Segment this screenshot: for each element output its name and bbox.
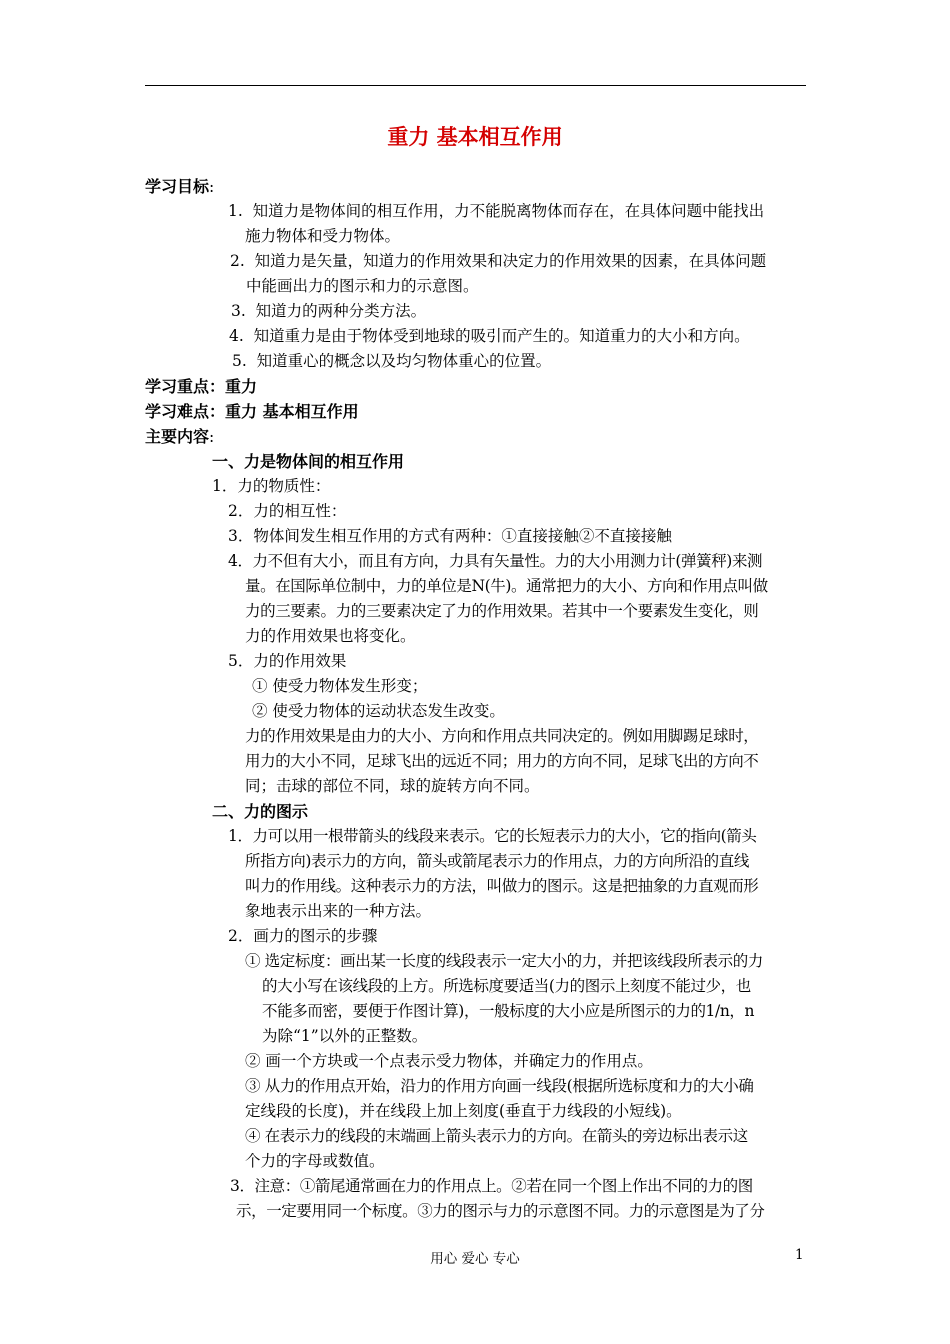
step-2: ② 画一个方块或一个点表示受力物体，并确定力的作用点。 bbox=[245, 1052, 653, 1070]
goals-heading-line bbox=[145, 174, 214, 200]
section-2-heading: 二、力的图示 bbox=[212, 802, 309, 821]
goal-1-cont: 施力物体和受力物体。 bbox=[245, 227, 401, 245]
section-2-item-1-line-3: 叫力的作用线。这种表示力的方法，叫做力的图示。这是把抽象的力直观而形 bbox=[245, 877, 759, 895]
goal-3 bbox=[231, 299, 426, 324]
content-heading: 主要内容 bbox=[145, 427, 210, 446]
goal-number: 3. bbox=[231, 302, 246, 320]
goals-colon: : bbox=[209, 178, 215, 196]
goal-text: 知道重心的概念以及均匀物体重心的位置。 bbox=[256, 352, 552, 370]
section-1-heading: 一、力是物体间的相互作用 bbox=[212, 452, 405, 471]
section-1-item-4-line-3: 力的三要素。力的三要素决定了力的作用效果。若其中一个要素发生变化，则 bbox=[245, 602, 759, 620]
page-title: 重力 基本相互作用 bbox=[387, 125, 563, 149]
section-1-item-4-line-4: 力的作用效果也将变化。 bbox=[245, 627, 416, 645]
step-1-line-3: 不能多而密，要便于作图计算)，一般标度的大小应是所图示的力的1/n，n bbox=[262, 1002, 755, 1020]
section-2-item-3-line-2: 示，一定要用同一个标度。③力的图示与力的示意图不同。力的示意图是为了分 bbox=[236, 1202, 765, 1220]
section-1-para-line-3: 同；击球的部位不同，球的旋转方向不同。 bbox=[245, 777, 540, 795]
goal-number: 4. bbox=[229, 327, 244, 345]
page-number: 1 bbox=[795, 1247, 804, 1263]
step-1-line-4: 为除“1”以外的正整数。 bbox=[262, 1027, 428, 1045]
goal-text: 知道力是物体间的相互作用，力不能脱离物体而存在，在具体问题中能找出 bbox=[252, 202, 765, 220]
goals-heading: 学习目标 bbox=[145, 177, 210, 196]
goal-5 bbox=[232, 349, 551, 374]
effect-1: ① 使受力物体发生形变； bbox=[252, 677, 428, 695]
difficulty: 学习难点：重力 基本相互作用 bbox=[145, 402, 359, 421]
section-1-item-5: 5．力的作用效果 bbox=[228, 652, 347, 670]
goal-text: 知道重力是由于物体受到地球的吸引而产生的。知道重力的大小和方向。 bbox=[253, 327, 750, 345]
goal-number: 5. bbox=[232, 352, 247, 370]
step-4-line-2: 个力的字母或数值。 bbox=[245, 1152, 385, 1170]
step-1-line-2: 的大小写在该线段的上方。所选标度要适当(力的图示上刻度不能过少，也 bbox=[262, 977, 751, 995]
footer-text: 用心 爱心 专心 bbox=[430, 1251, 520, 1267]
goal-number: 2. bbox=[230, 252, 245, 270]
step-3-line-1: ③ 从力的作用点开始，沿力的作用方向画一线段(根据所选标度和力的大小确 bbox=[245, 1077, 754, 1095]
key-point: 学习重点：重力 bbox=[145, 377, 258, 396]
content-heading-line bbox=[145, 424, 214, 450]
section-1-item-4-line-1: 4．力不但有大小，而且有方向，力具有矢量性。力的大小用测力计(弹簧秤)来测 bbox=[228, 552, 763, 570]
section-1-item-3: 3．物体间发生相互作用的方式有两种：①直接接触②不直接接触 bbox=[228, 527, 672, 545]
goal-text: 知道力的两种分类方法。 bbox=[255, 302, 427, 320]
section-1-para-line-1: 力的作用效果是由力的大小、方向和作用点共同决定的。例如用脚踢足球时， bbox=[245, 727, 759, 745]
goal-2-cont: 中能画出力的图示和力的示意图。 bbox=[246, 277, 479, 295]
section-1-para-line-2: 用力的大小不同，足球飞出的远近不同；用力的方向不同，足球飞出的方向不 bbox=[245, 752, 759, 770]
goal-text: 知道力是矢量，知道力的作用效果和决定力的作用效果的因素，在具体问题 bbox=[254, 252, 767, 270]
effect-2: ② 使受力物体的运动状态发生改变。 bbox=[252, 702, 505, 720]
step-4-line-1: ④ 在表示力的线段的末端画上箭头表示力的方向。在箭头的旁边标出表示这 bbox=[245, 1127, 748, 1145]
section-2-item-2: 2．画力的图示的步骤 bbox=[228, 927, 378, 945]
content-colon: : bbox=[209, 428, 215, 446]
section-1-item-4-line-2: 量。在国际单位制中，力的单位是N(牛)。通常把力的大小、方向和作用点叫做 bbox=[245, 577, 768, 595]
section-2-item-1-line-4: 象地表示出来的一种方法。 bbox=[245, 902, 432, 920]
section-2-item-1-line-2: 所指方向)表示力的方向，箭头或箭尾表示力的作用点，力的方向所沿的直线 bbox=[245, 852, 749, 870]
goal-4 bbox=[229, 324, 750, 349]
header-rule bbox=[145, 85, 806, 86]
section-1-item-1: 1．力的物质性： bbox=[212, 477, 331, 495]
goal-number: 1. bbox=[228, 202, 243, 220]
step-1-line-1: ① 选定标度：画出某一长度的线段表示一定大小的力，并把该线段所表示的力 bbox=[245, 952, 763, 970]
section-2-item-1-line-1: 1．力可以用一根带箭头的线段来表示。它的长短表示力的大小，它的指向(箭头 bbox=[228, 827, 757, 845]
section-1-item-2: 2．力的相互性： bbox=[228, 502, 347, 520]
step-3-line-2: 定线段的长度)，并在线段上加上刻度(垂直于力线段的小短线)。 bbox=[245, 1102, 682, 1120]
goal-1 bbox=[228, 199, 764, 224]
goal-2 bbox=[230, 249, 766, 274]
section-2-item-3-line-1: 3．注意：①箭尾通常画在力的作用点上。②若在同一个图上作出不同的力的图 bbox=[230, 1177, 753, 1195]
